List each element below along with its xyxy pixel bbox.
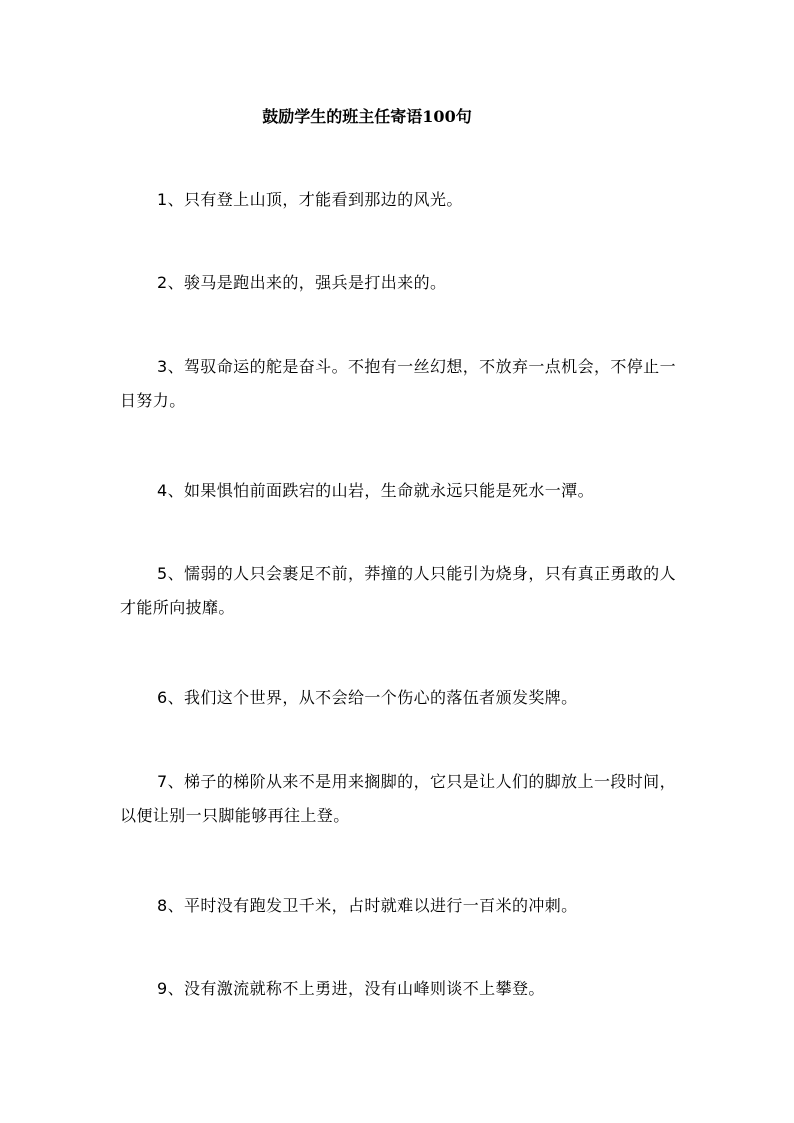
quote-item-9: 9、没有激流就称不上勇进，没有山峰则谈不上攀登。 — [157, 979, 545, 998]
quote-item-5: 5、懦弱的人只会裹足不前，莽撞的人只能引为烧身，只有真正勇敢的人才能所向披靡。 — [120, 564, 676, 617]
quote-item-8: 8、平时没有跑发卫千米，占时就难以进行一百米的冲刺。 — [157, 896, 578, 915]
quote-item-1: 1、只有登上山顶，才能看到那边的风光。 — [157, 190, 463, 209]
quote-item-4: 4、如果惧怕前面跌宕的山岩，生命就永远只能是死水一潭。 — [157, 481, 594, 500]
quote-item-3: 3、驾驭命运的舵是奋斗。不抱有一丝幻想，不放弃一点机会，不停止一日努力。 — [120, 357, 676, 410]
quote-item-7: 7、梯子的梯阶从来不是用来搁脚的，它只是让人们的脚放上一段时间，以便让别一只脚能够再往上登。 — [120, 772, 676, 825]
quote-item-2: 2、骏马是跑出来的，强兵是打出来的。 — [157, 273, 447, 292]
quote-item-6: 6、我们这个世界，从不会给一个伤心的落伍者颁发奖牌。 — [157, 688, 578, 707]
document-title: 鼓励学生的班主任寄语100句 — [262, 107, 472, 126]
